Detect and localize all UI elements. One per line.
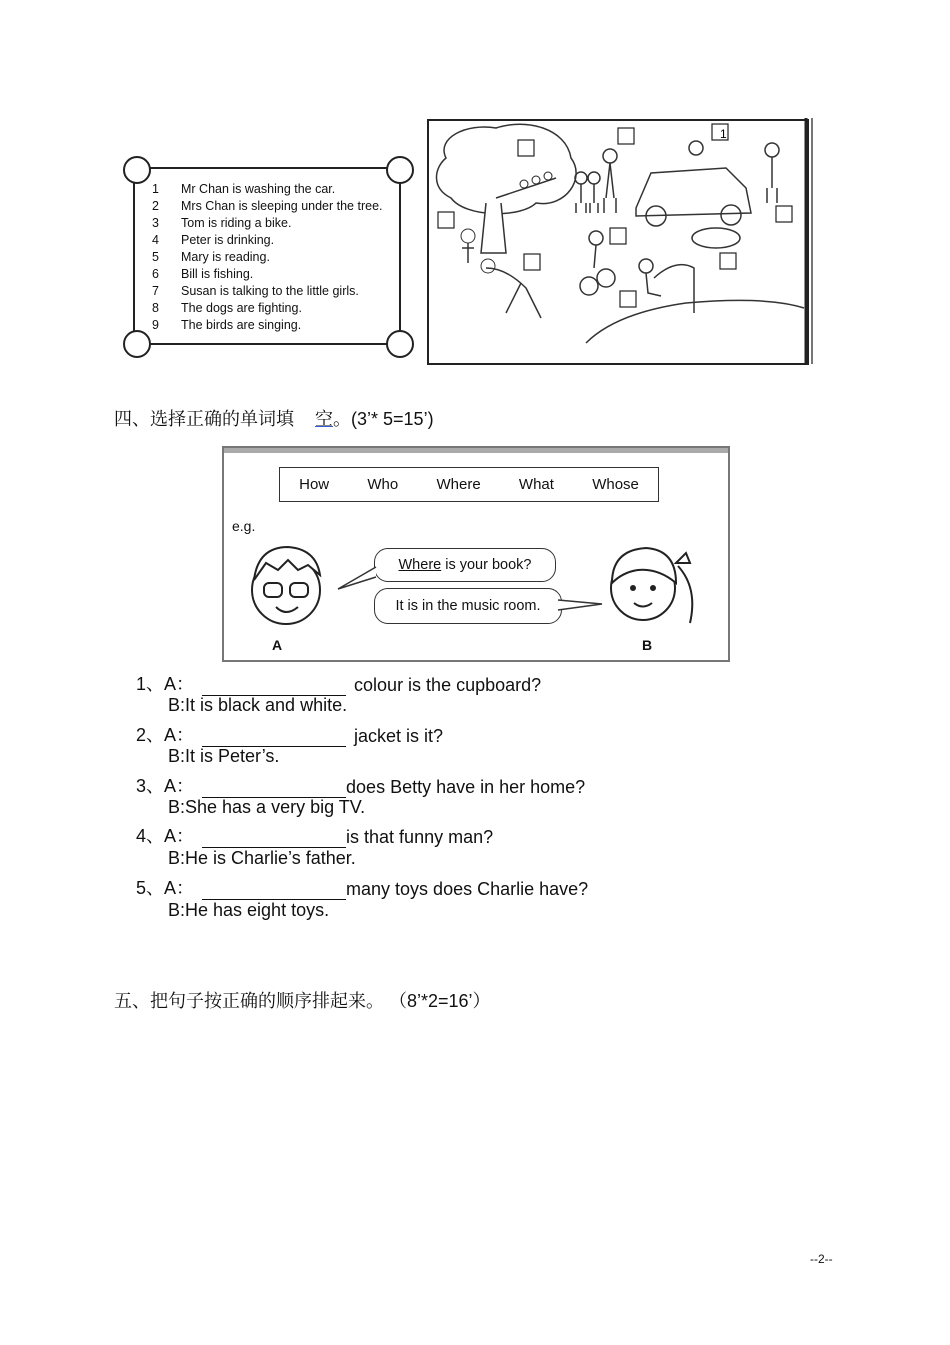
sentence-item bbox=[152, 317, 383, 334]
question-line bbox=[136, 772, 585, 798]
word-option: Where bbox=[436, 476, 481, 493]
question-bubble bbox=[374, 548, 556, 582]
section4-heading-link[interactable]: 空 bbox=[315, 409, 334, 429]
sentence-text: The dogs are fighting. bbox=[181, 301, 302, 315]
panel-top-strip bbox=[224, 448, 728, 453]
eg-label: e.g. bbox=[232, 518, 256, 534]
question-number: 5、A： bbox=[136, 878, 195, 898]
park-scene-illustration bbox=[426, 118, 816, 366]
sentence-text: The birds are singing. bbox=[181, 318, 302, 332]
speaker-a-label: A bbox=[272, 637, 283, 653]
answer-blank[interactable] bbox=[202, 829, 346, 848]
sentence-item bbox=[152, 266, 383, 283]
sentence-number: 4 bbox=[152, 233, 159, 247]
answer-line: B:It is Peter’s. bbox=[168, 746, 280, 766]
answer-bubble: It is in the music room. bbox=[374, 588, 562, 624]
sentence-number: 7 bbox=[152, 284, 159, 298]
answer-line: B:He is Charlie’s father. bbox=[168, 848, 356, 868]
sentence-item bbox=[152, 198, 383, 215]
bubble-question-rest: is your book? bbox=[441, 557, 532, 573]
sentence-item bbox=[152, 232, 383, 249]
boy-face-drawing bbox=[238, 535, 338, 635]
sentence-text: Tom is riding a bike. bbox=[181, 216, 292, 230]
sentence-text: Peter is drinking. bbox=[181, 233, 275, 247]
girl-face-drawing bbox=[598, 528, 708, 638]
answer-line: B:He has eight toys. bbox=[168, 900, 330, 920]
question-text: jacket is it? bbox=[354, 726, 444, 746]
page-number: --2-- bbox=[810, 1252, 833, 1266]
bubble-question-word: Where bbox=[398, 557, 442, 573]
section4-heading bbox=[114, 405, 434, 431]
sentence-item bbox=[152, 300, 383, 317]
sentence-number: 6 bbox=[152, 267, 159, 281]
word-option: Whose bbox=[592, 476, 639, 493]
bubble-tail-right bbox=[556, 598, 604, 612]
sentence-number: 3 bbox=[152, 216, 159, 230]
question-line bbox=[136, 822, 493, 848]
sentence-item bbox=[152, 249, 383, 266]
word-option: What bbox=[518, 476, 554, 493]
question-text: does Betty have in her home? bbox=[346, 777, 586, 797]
sentence-number: 8 bbox=[152, 301, 159, 315]
answer-blank[interactable] bbox=[202, 779, 346, 798]
question-number: 4、A： bbox=[136, 826, 195, 846]
section5-heading: 五、把句子按正确的顺序排起来。 （8’*2=16’） bbox=[114, 991, 491, 1011]
sentence-item bbox=[152, 283, 383, 300]
question-line bbox=[136, 721, 443, 747]
question-text: colour is the cupboard? bbox=[354, 675, 542, 695]
sentence-number: 2 bbox=[152, 199, 159, 213]
section4-heading-prefix: 四、选择正确的单词填 bbox=[114, 409, 294, 429]
sentence-item bbox=[152, 215, 383, 232]
answer-blank[interactable] bbox=[202, 677, 346, 696]
bubble-tail-left bbox=[336, 565, 378, 591]
example-box-label: 1 bbox=[720, 127, 727, 141]
question-number: 1、A： bbox=[136, 674, 195, 694]
question-line bbox=[136, 670, 541, 696]
answer-line: B:It is black and white. bbox=[168, 695, 348, 715]
speaker-b-label: B bbox=[642, 637, 653, 653]
sentence-text: Mrs Chan is sleeping under the tree. bbox=[181, 199, 383, 213]
word-option: How bbox=[299, 476, 330, 493]
sentence-number: 1 bbox=[152, 182, 159, 196]
sentence-text: Mr Chan is washing the car. bbox=[181, 182, 336, 196]
sentence-text: Bill is fishing. bbox=[181, 267, 254, 281]
question-number: 3、A： bbox=[136, 776, 195, 796]
question-text: is that funny man? bbox=[346, 827, 494, 847]
word-option: Who bbox=[367, 476, 399, 493]
question-line bbox=[136, 874, 588, 900]
sentence-text: Susan is talking to the little girls. bbox=[181, 284, 359, 298]
sentence-item bbox=[152, 181, 383, 198]
sentence-text: Mary is reading. bbox=[181, 250, 270, 264]
section4-heading-suffix: 。(3’* 5=15’) bbox=[333, 409, 434, 429]
sentence-number: 5 bbox=[152, 250, 159, 264]
answer-blank[interactable] bbox=[202, 728, 346, 747]
answer-line: B:She has a very big TV. bbox=[168, 797, 366, 817]
question-text: many toys does Charlie have? bbox=[346, 879, 589, 899]
question-number: 2、A： bbox=[136, 725, 195, 745]
sentence-list bbox=[152, 181, 383, 334]
word-bank bbox=[279, 467, 659, 502]
answer-blank[interactable] bbox=[202, 881, 346, 900]
sentence-number: 9 bbox=[152, 318, 159, 332]
